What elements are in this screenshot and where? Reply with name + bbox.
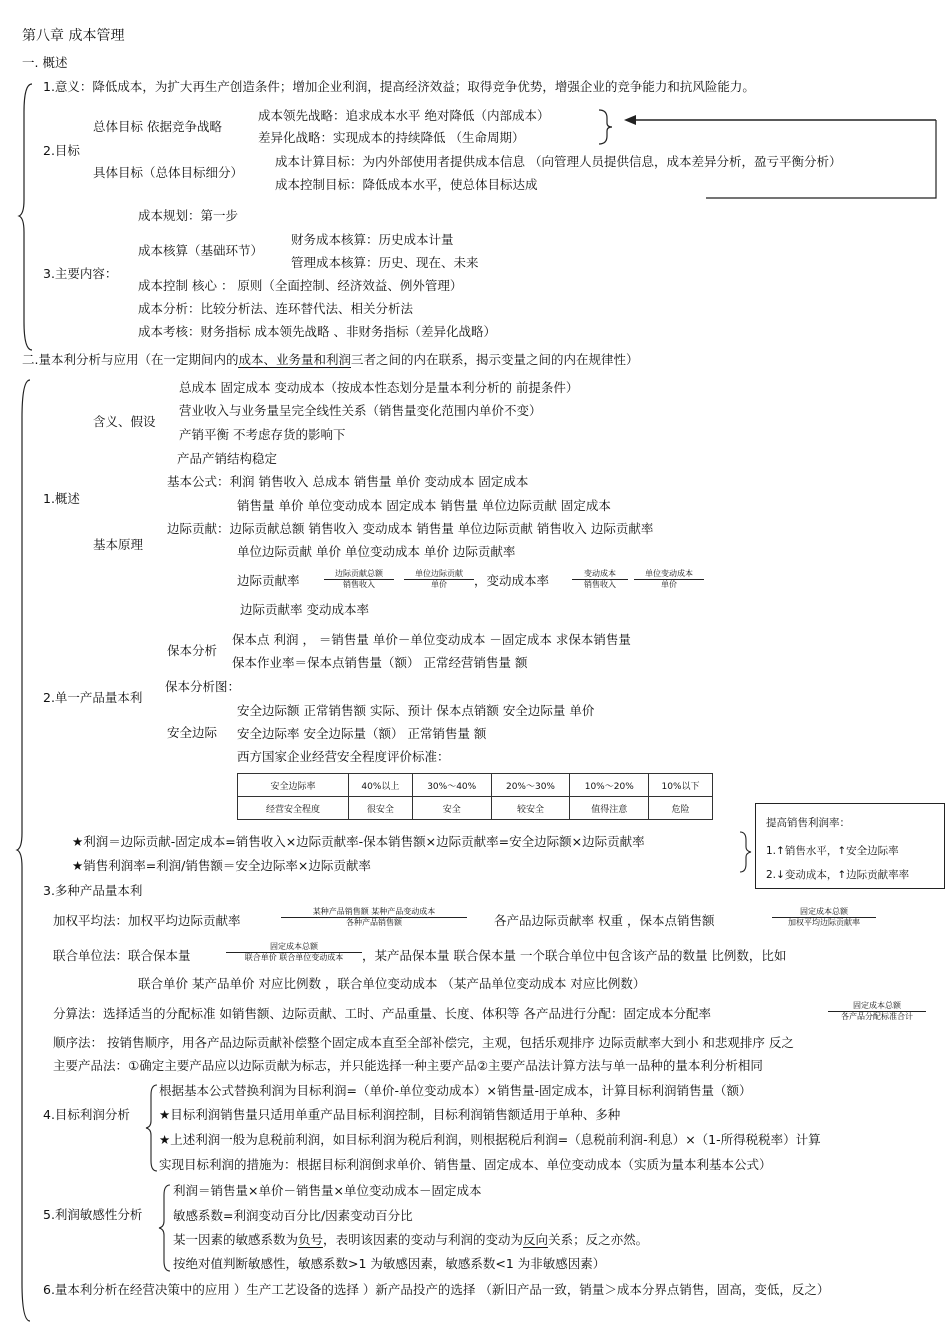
weighted-average-b: 各产品边际贡献率 权重 ，保本点销售额 bbox=[494, 913, 715, 928]
cm-ratio-label: 边际贡献率 bbox=[237, 573, 300, 588]
target-profit-1: 根据基本公式替换利润为目标利润=（单价-单位变动成本）×销售量-固定成本，计算目标利润销售量（额） bbox=[159, 1083, 752, 1098]
box-item-2: 2.↓变动成本，↑边际贡献率率 bbox=[766, 869, 910, 881]
fraction-joint: 固定成本总额 联合单价 联合单位变动成本 bbox=[226, 942, 362, 963]
cost-analysis: 成本分析：比较分析法、连环替代法、相关分析法 bbox=[138, 301, 414, 316]
table-cell: 40%以上 bbox=[349, 774, 413, 797]
safety-margin-label: 安全边际 bbox=[167, 725, 218, 740]
cost-planning: 成本规划：第一步 bbox=[138, 208, 239, 223]
fraction-allocation: 固定成本总额 各产品分配标准合计 bbox=[828, 1001, 926, 1022]
breakeven-1: 保本点 利润 ， ＝销售量 单价－单位变动成本 －固定成本 求保本销售量 bbox=[232, 632, 631, 647]
basic-formula-1: 基本公式：利润 销售收入 总成本 销售量 单价 变动成本 固定成本 bbox=[167, 474, 529, 489]
section-1-heading: 一. 概述 bbox=[22, 55, 68, 70]
overall-goal-label: 总体目标 依据竞争战略 bbox=[93, 119, 222, 134]
multi-product-label: 3.多种产品量本利 bbox=[43, 883, 143, 898]
sensitivity-label: 5.利润敏感性分析 bbox=[43, 1207, 143, 1222]
fraction-vc: 变动成本 销售收入 bbox=[572, 569, 628, 590]
sequence-method: 顺序法： 按销售顺序，用各产品边际贡献补偿整个固定成本直至全部补偿完，主观，包括乐观排序 边际贡献率大到小 和悲观排序 反之 bbox=[53, 1035, 794, 1050]
fraction-breakeven-sales: 固定成本总额 加权平均边际贡献率 bbox=[772, 907, 876, 928]
sensitivity-2: 敏感系数=利润变动百分比/因素变动百分比 bbox=[173, 1208, 413, 1223]
single-product-label: 2.单一产品量本利 bbox=[43, 690, 143, 705]
target-profit-label: 4.目标利润分析 bbox=[43, 1107, 130, 1122]
meaning-text: 1.意义：降低成本，为扩大再生产创造条件；增加企业利润，提高经济效益；取得竞争优势，增强企业的竞争能力和抗风险能力。 bbox=[43, 79, 755, 94]
breakeven-2: 保本作业率＝保本点销售量（额） 正常经营销售量 额 bbox=[232, 655, 528, 670]
small-brace bbox=[738, 830, 756, 874]
specific-goal-1: 成本计算目标：为内外部使用者提供成本信息 （向管理人员提供信息，成本差异分析，盈亏平衡分析） bbox=[275, 154, 842, 169]
table-cell: 值得注意 bbox=[570, 797, 649, 820]
overall-goal-2: 差异化战略：实现成本的持续降低 （生命周期） bbox=[258, 130, 525, 145]
content-label: 3.主要内容： bbox=[43, 266, 118, 281]
goal-label: 2.目标 bbox=[43, 143, 80, 158]
cost-control: 成本控制 核心 ： 原则（全面控制、经济效益、例外管理） bbox=[138, 278, 463, 293]
fraction-unit-vc: 单位变动成本 单价 bbox=[634, 569, 704, 590]
breakeven-chart-label: 保本分析图： bbox=[165, 679, 241, 694]
contribution-margin-1: 边际贡献：边际贡献总额 销售收入 变动成本 销售量 单位边际贡献 销售收入 边际贡献率 bbox=[167, 521, 654, 536]
contribution-margin-2: 单位边际贡献 单价 单位变动成本 单价 边际贡献率 bbox=[237, 544, 516, 559]
safety-margin-2: 安全边际率 安全边际量（额） 正常销售量 额 bbox=[237, 726, 487, 741]
allocation-a: 分算法：选择适当的分配标准 如销售额、边际贡献、工时、产品重量、长度、体积等 各产品进行分配：固定成本分配率 bbox=[53, 1006, 711, 1021]
sensitivity-4: 按绝对值判断敏感性，敏感系数>1 为敏感因素，敏感系数<1 为非敏感因素） bbox=[173, 1256, 606, 1271]
main-product-method: 主要产品法：①确定主要产品应以边际贡献为标志，并只能选择一种主要产品②主要产品法计算方法与单一品种的量本利分析相同 bbox=[53, 1058, 763, 1073]
box-title: 提高销售利润率： bbox=[766, 817, 850, 829]
assumption-1: 总成本 固定成本 变动成本（按成本性态划分是量本利分析的 前提条件） bbox=[179, 380, 579, 395]
decision-application: 6.量本利分析在经营决策中的应用 ）生产工艺设备的选择 ）新产品投产的选择 （新旧产品一致，销量＞成本分界点销售，固高，变低，反之） bbox=[43, 1282, 830, 1297]
right-brace bbox=[597, 108, 617, 146]
safety-margin-1: 安全边际额 正常销售额 实际、预计 保本点销额 安全边际量 单价 bbox=[237, 703, 595, 718]
sensitivity-1: 利润＝销售量×单价－销售量×单位变动成本－固定成本 bbox=[173, 1183, 482, 1198]
star-profit-rate: ★销售利润率=利润/销售额＝安全边际率×边际贡献率 bbox=[72, 858, 371, 873]
cmr-vcr-relation: 边际贡献率 变动成本率 bbox=[240, 602, 369, 617]
basic-principle-label: 基本原理 bbox=[93, 537, 144, 552]
breakeven-label: 保本分析 bbox=[167, 643, 218, 658]
overall-goal-1: 成本领先战略：追求成本水平 绝对降低（内部成本） bbox=[258, 108, 550, 123]
assumption-2: 营业收入与业务量呈完全线性关系（销售量变化范围内单价不变） bbox=[179, 403, 542, 418]
joint-unit-b: ，某产品保本量 联合保本量 一个联合单位中包含该产品的数量 比例数，比如 bbox=[362, 948, 787, 963]
basic-formula-2: 销售量 单价 单位变动成本 固定成本 销售量 单位边际贡献 固定成本 bbox=[237, 498, 611, 513]
specific-goal-label: 具体目标（总体目标细分） bbox=[93, 165, 244, 180]
section-2-heading: 二.量本利分析与应用（在一定期间内的成本、业务量和利润三者之间的内在联系，揭示变量之间的内在规律性） bbox=[22, 352, 639, 367]
table-cell: 安全 bbox=[412, 797, 491, 820]
page-title: 第八章 成本管理 bbox=[22, 28, 125, 44]
table-cell: 很安全 bbox=[349, 797, 413, 820]
weighted-average-a: 加权平均法：加权平均边际贡献率 bbox=[53, 913, 241, 928]
assumption-4: 产品产销结构稳定 bbox=[177, 451, 278, 466]
sensitivity-brace bbox=[158, 1183, 174, 1273]
table-cell: 经营安全程度 bbox=[238, 797, 349, 820]
assumption-label: 含义、假设 bbox=[93, 414, 156, 429]
table-cell: 10%以下 bbox=[649, 774, 713, 797]
left-brace-long bbox=[16, 378, 36, 1323]
table-cell: 10%～20% bbox=[570, 774, 649, 797]
table-cell: 20%～30% bbox=[491, 774, 570, 797]
western-standard: 西方国家企业经营安全程度评价标准： bbox=[237, 749, 450, 764]
left-brace bbox=[18, 82, 38, 352]
joint-unit-c: 联合单价 某产品单价 对应比例数 ，联合单位变动成本 （某产品单位变动成本 对应比例数） bbox=[138, 976, 646, 991]
specific-goal-2: 成本控制目标：降低成本水平，使总体目标达成 bbox=[275, 177, 538, 192]
cost-assessment: 成本考核：财务指标 成本领先战略 、非财务指标（差异化战略） bbox=[138, 324, 496, 339]
overview-label: 1.概述 bbox=[43, 491, 80, 506]
fraction-cm-total: 边际贡献总额 销售收入 bbox=[324, 569, 394, 590]
target-profit-3: ★上述利润一般为息税前利润，如目标利润为税后利润，则根据税后利润=（息税前利润-利息）×（1-所得税税率）计算 bbox=[159, 1132, 821, 1147]
fraction-weighted: 某种产品销售额 某种产品变动成本 各种产品销售额 bbox=[281, 907, 467, 928]
table-cell: 危险 bbox=[649, 797, 713, 820]
star-profit: ★利润＝边际贡献-固定成本=销售收入×边际贡献率-保本销售额×边际贡献率=安全边际额×边际贡献率 bbox=[72, 834, 645, 849]
table-row bbox=[238, 774, 713, 797]
cost-accounting-1: 财务成本核算：历史成本计量 bbox=[291, 232, 454, 247]
table-cell: 较安全 bbox=[491, 797, 570, 820]
cost-accounting-2: 管理成本核算：历史、现在、未来 bbox=[291, 255, 479, 270]
safety-evaluation-table bbox=[237, 773, 713, 820]
assumption-3: 产销平衡 不考虑存货的影响下 bbox=[179, 427, 346, 442]
cost-accounting-label: 成本核算（基础环节） bbox=[138, 243, 264, 258]
sensitivity-3: 某一因素的敏感系数为负号，表明该因素的变动与利润的变动为反向关系；反之亦然。 bbox=[173, 1232, 649, 1247]
table-cell: 30%～40% bbox=[412, 774, 491, 797]
target-profit-2: ★目标利润销售量只适用单重产品目标利润控制，目标利润销售额适用于单种、多种 bbox=[159, 1107, 621, 1122]
table-cell: 安全边际率 bbox=[238, 774, 349, 797]
vc-ratio-label: ，变动成本率 bbox=[474, 573, 550, 588]
box-item-1: 1.↑销售水平，↑安全边际率 bbox=[766, 845, 899, 857]
fraction-unit-cm: 单位边际贡献 单价 bbox=[404, 569, 474, 590]
target-profit-4: 实现目标利润的措施为：根据目标利润倒求单价、销售量、固定成本、单位变动成本（实质为量本利基本公式） bbox=[159, 1157, 772, 1172]
table-row bbox=[238, 797, 713, 820]
joint-unit-a: 联合单位法：联合保本量 bbox=[53, 948, 191, 963]
